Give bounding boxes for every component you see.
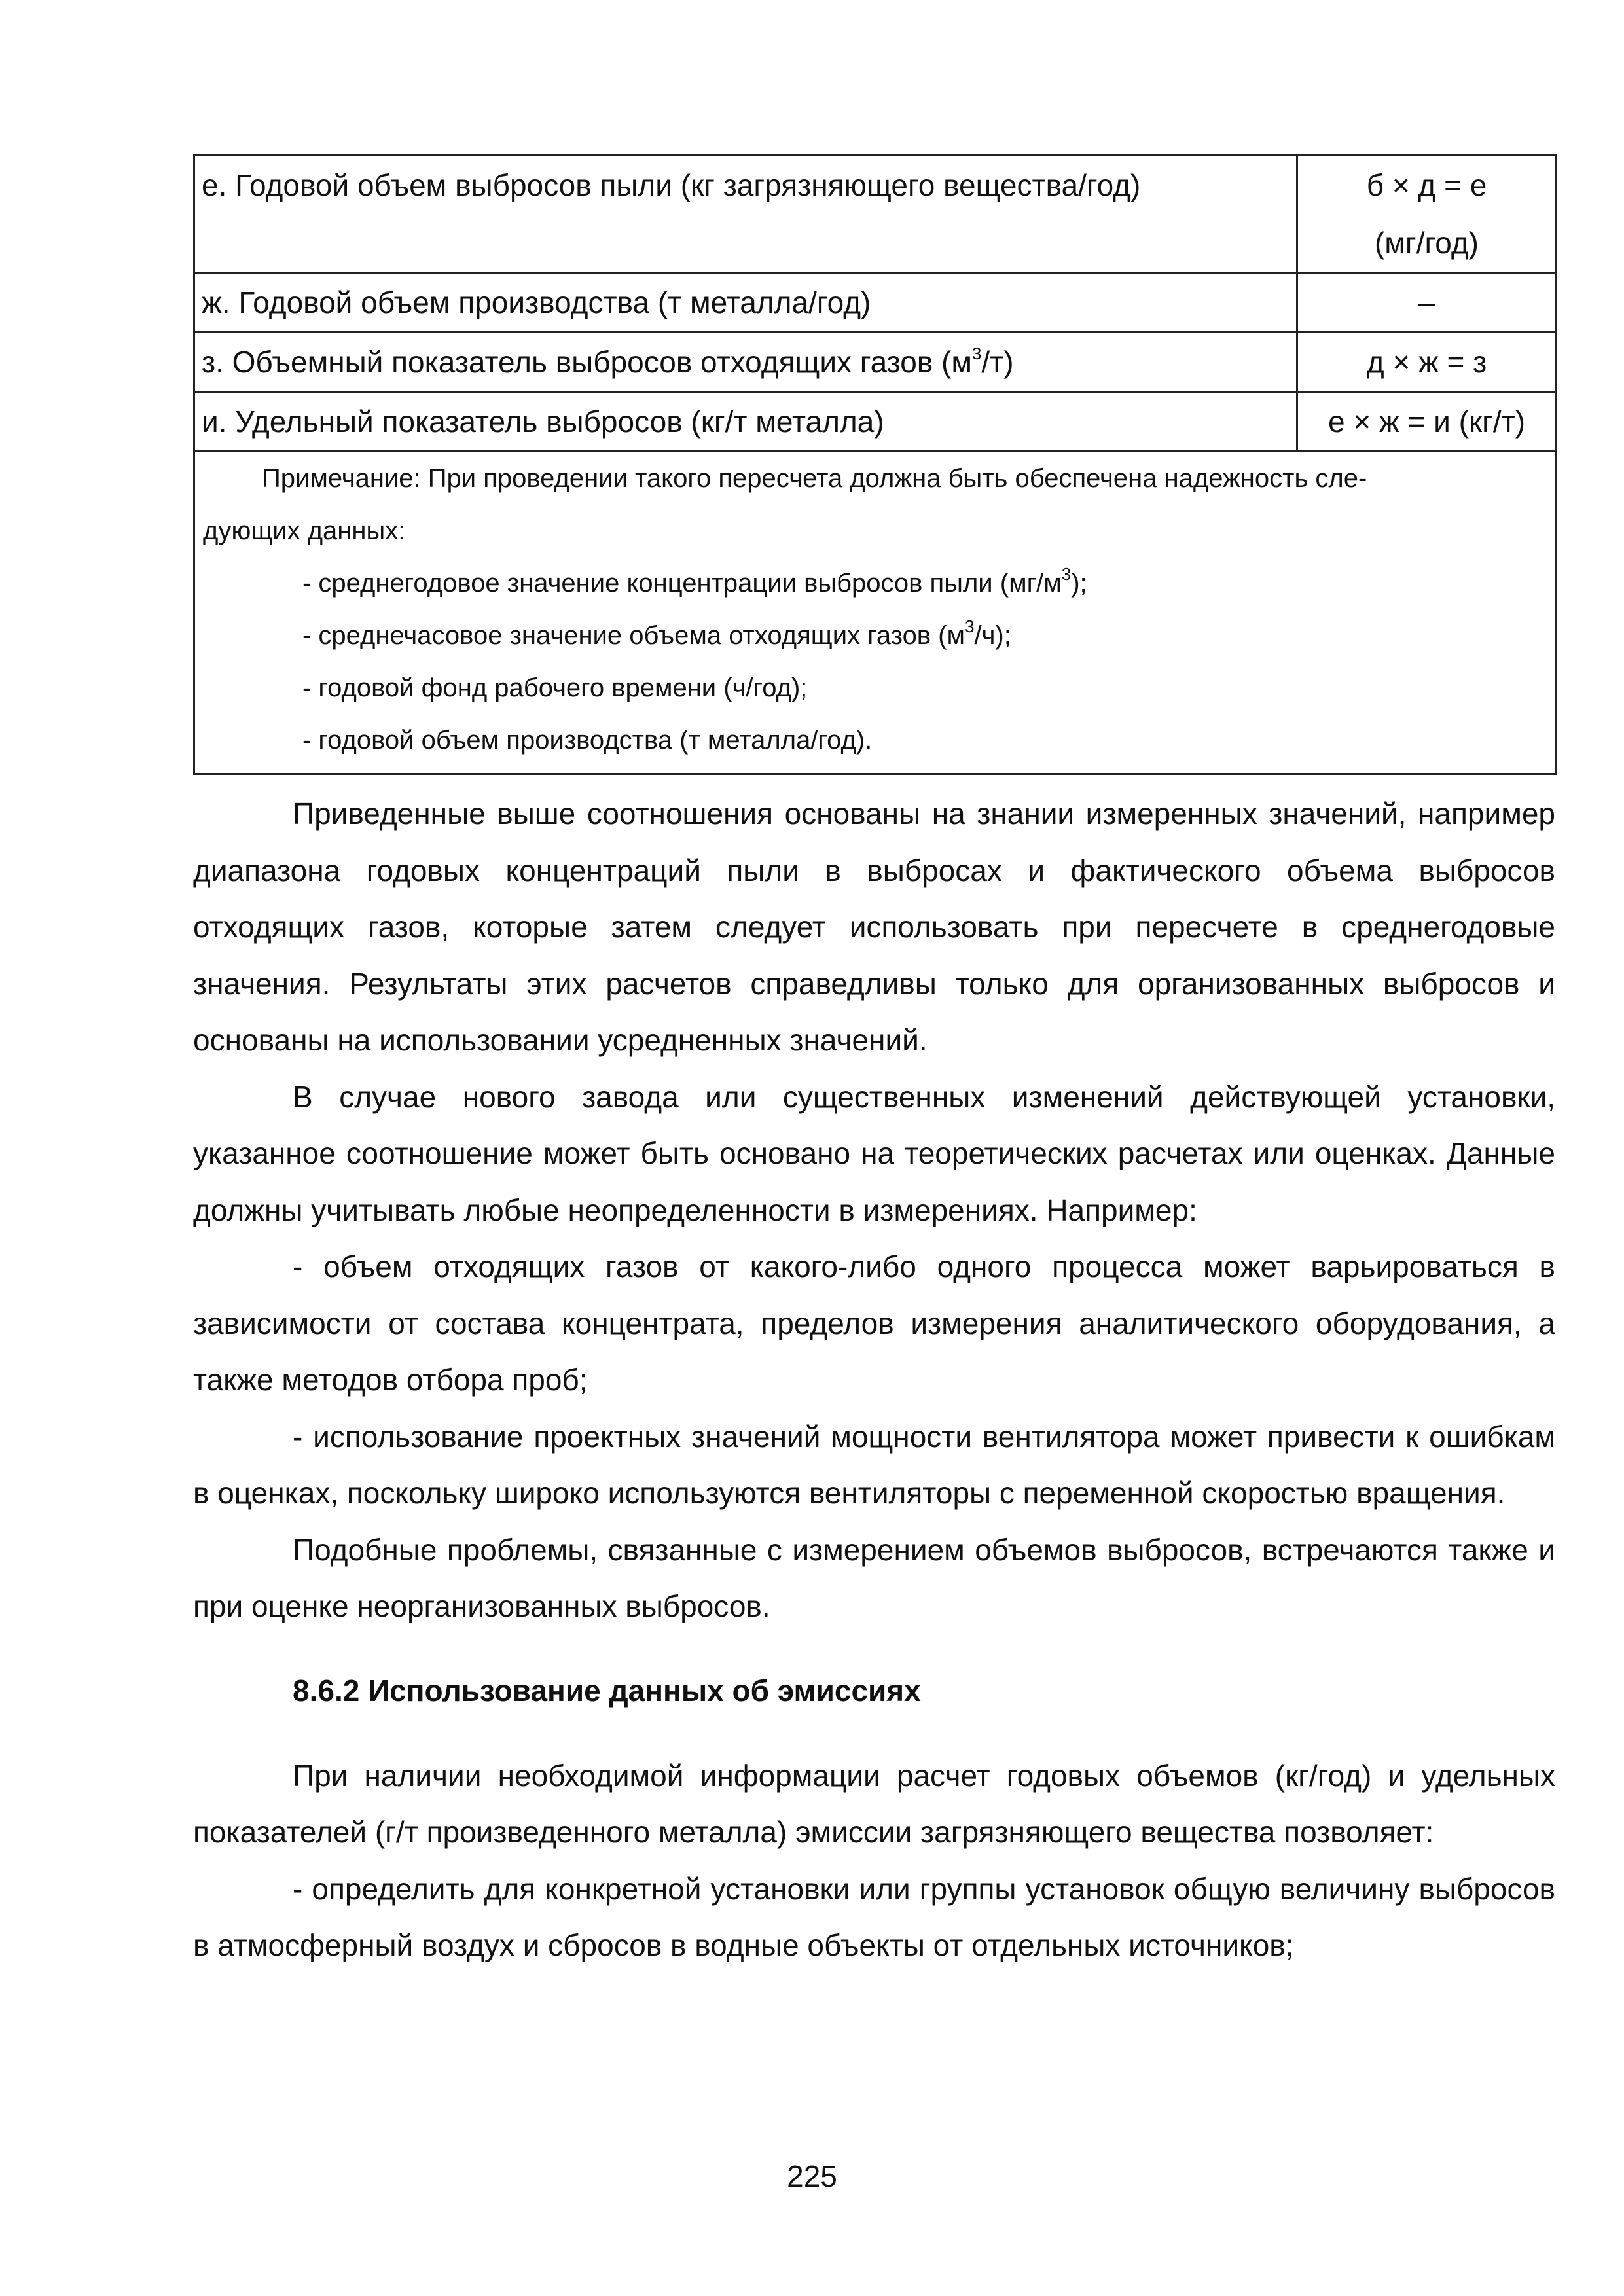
table-row <box>194 392 1557 452</box>
row-label <box>194 332 1297 392</box>
note-item: - годовой объем производства (т металла/год). <box>302 726 873 755</box>
table-note-row <box>194 452 1557 774</box>
note-intro: Примечание: При проведении такого пересчета должна быть обеспечена надежность сле- <box>262 464 1367 493</box>
list-item: - использование проектных значений мощности вентилятора может привести к ошибкам в оценках, поскольку широко используются вентиляторы с переменной скоростью вращения. <box>193 1419 1555 1510</box>
table-note <box>194 452 1557 774</box>
superscript: 3 <box>1061 564 1072 584</box>
note-item: - годовой фонд рабочего времени (ч/год); <box>302 673 808 702</box>
note-item-text: - среднегодовое значение концентрации выбросов пыли (мг/м <box>302 569 1062 598</box>
paragraph: При наличии необходимой информации расчет годовых объемов (кг/год) и удельных показателей (г/т произведенного металла) эмиссии загрязняющего вещества позволяет: <box>193 1758 1555 1849</box>
list-item: - объем отходящих газов от какого-либо одного процесса может варьироваться в зависимости от состава концентрата, пределов измерения аналитического оборудования, а также методов отбора проб; <box>193 1249 1555 1397</box>
row-label: ж. Годовой объем производства (т металла/год) <box>194 273 1297 332</box>
row-value: д × ж = з <box>1297 332 1557 392</box>
table-row <box>194 332 1557 392</box>
note-intro-continued: дующих данных: <box>203 516 406 545</box>
row-label-text: з. Объемный показатель выбросов отходящих газов (м <box>202 345 972 379</box>
note-item-text: - среднечасовое значение объема отходящих газов (м <box>302 621 965 650</box>
note-item <box>203 609 1555 662</box>
row-label: и. Удельный показатель выбросов (кг/т металла) <box>194 392 1297 452</box>
table-row <box>194 156 1557 273</box>
section-heading: 8.6.2 Использование данных об эмиссиях <box>293 1673 921 1708</box>
paragraph: Приведенные выше соотношения основаны на знании измеренных значений, например диапазона годовых концентраций пыли в выбросах и фактического объема выбросов отходящих газов, которые затем следует использовать при пересчете в среднегодовые значения. Результаты этих расчетов справедливы только для организованных выбросов и основаны на использовании усредненных значений. <box>193 797 1555 1057</box>
note-item-text: /ч); <box>974 621 1011 650</box>
paragraph: В случае нового завода или существенных изменений действующей установки, указанное соотношение может быть основано на теоретических расчетах или оценках. Данные должны учитывать любые неопределенности в измерениях. Например: <box>193 1079 1555 1227</box>
row-label-text: /т) <box>981 345 1014 379</box>
page-number: 225 <box>787 2159 837 2193</box>
table-row <box>194 273 1557 332</box>
row-label: е. Годовой объем выбросов пыли (кг загрязняющего вещества/год) <box>194 156 1297 273</box>
row-value: е × ж = и (кг/т) <box>1297 392 1557 452</box>
list-item: - определить для конкретной установки или группы установок общую величину выбросов в атмосферный воздух и сбросов в водные объекты от отдельных источников; <box>193 1871 1555 1962</box>
superscript: 3 <box>965 616 975 636</box>
superscript: 3 <box>971 343 982 363</box>
row-value: – <box>1297 273 1557 332</box>
emissions-calculation-table <box>193 154 1557 775</box>
note-item-text: ); <box>1071 569 1087 598</box>
row-value-line: б × д = е <box>1366 168 1487 202</box>
paragraph: Подобные проблемы, связанные с измерением объемов выбросов, встречаются также и при оценке неорганизованных выбросов. <box>193 1532 1555 1623</box>
row-value <box>1297 156 1557 273</box>
row-value-unit: (мг/год) <box>1374 226 1479 260</box>
body-text <box>193 785 1555 1974</box>
note-item <box>203 557 1555 609</box>
